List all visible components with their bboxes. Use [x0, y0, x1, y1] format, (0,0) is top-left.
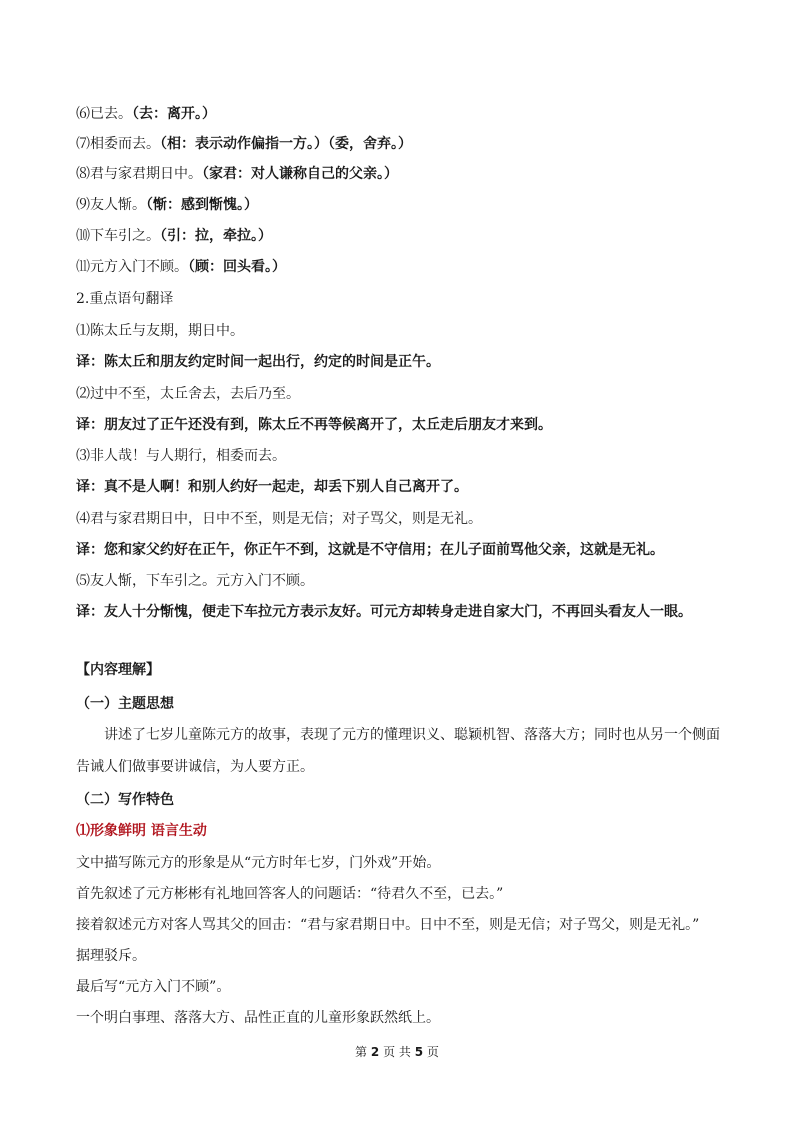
word-meaning: （相：表示动作偏指一方。）（委，舍弃。）: [160, 136, 412, 152]
sentence-translation: 译：陈太丘和朋友约定时间一起出行，约定的时间是正午。: [76, 354, 440, 370]
sentence-translation: 译：友人十分惭愧，便走下车拉元方表示友好。可元方却转身走进自家大门，不再回头看友人一眼。: [76, 604, 692, 620]
word-meaning: （惭：感到惭愧。）: [146, 197, 258, 213]
word-note-8: [76, 164, 726, 184]
word-source: ⑻君与家君期日中。: [76, 166, 202, 182]
word-meaning: （去：离开。）: [132, 106, 216, 122]
sentence-translation: 译：您和家父约好在正午，你正午不到，这就是不守信用；在儿子面前骂他父亲，这就是无礼。: [76, 542, 664, 558]
sentence-source: ⑸友人惭，下车引之。元方入门不顾。: [76, 573, 314, 589]
word-meaning: （顾：回头看。）: [188, 259, 286, 275]
theme-paragraph: 讲述了七岁儿童陈元方的故事，表现了元方的懂理识义、聪颖机智、落落大方；同时也从另一个侧面告诫人们做事要讲诚信，为人要方正。: [76, 727, 720, 775]
word-note-10: [76, 226, 726, 246]
word-note-9: [76, 195, 726, 215]
sentence-source: ⑶非人哉！与人期行，相委而去。: [76, 448, 286, 464]
word-note-6: [76, 104, 726, 124]
page-total: 5: [414, 1045, 424, 1059]
word-source: ⑾元方入门不顾。: [76, 259, 188, 275]
page-footer: 第 2 页 共 5 页: [355, 1045, 439, 1059]
page-number: 2: [370, 1045, 380, 1059]
feature-line: 最后写“元方入门不顾”。: [76, 979, 231, 995]
sentence-translation: 译：朋友过了正午还没有到，陈太丘不再等候离开了，太丘走后朋友才来到。: [76, 417, 552, 433]
sentence-source: ⑴陈太丘与友期，期日中。: [76, 323, 244, 339]
translation-heading: 2.重点语句翻译: [76, 291, 174, 307]
theme-heading: （一）主题思想: [76, 696, 174, 712]
word-source: ⑹已去。: [76, 106, 132, 122]
word-note-7: [76, 134, 726, 154]
feature-line: 文中描写陈元方的形象是从“元方时年七岁，门外戏”开始。: [76, 855, 441, 871]
feature-line: 一个明白事理、落落大方、品性正直的儿童形象跃然纸上。: [76, 1010, 440, 1026]
word-source: ⑺相委而去。: [76, 136, 160, 152]
writing-heading: （二）写作特色: [76, 792, 174, 808]
sentence-translation: 译：真不是人啊！和别人约好一起走，却丢下别人自己离开了。: [76, 479, 468, 495]
feature-title: ⑴形象鲜明 语言生动: [76, 823, 207, 839]
word-meaning: （家君：对人谦称自己的父亲。）: [202, 166, 398, 182]
word-note-11: [76, 257, 726, 277]
word-meaning: （引：拉，牵拉。）: [160, 228, 272, 244]
sentence-source: ⑵过中不至，太丘舍去，去后乃至。: [76, 386, 300, 402]
word-source: ⑽下车引之。: [76, 228, 160, 244]
feature-line: 接着叙述元方对客人骂其父的回击：“君与家君期日中。日中不至，则是无信；对子骂父，则是无礼。”: [76, 917, 700, 933]
understanding-heading: 【内容理解】: [76, 662, 160, 678]
word-source: ⑼友人惭。: [76, 197, 146, 213]
feature-line: 据理驳斥。: [76, 948, 146, 964]
sentence-source: ⑷君与家君期日中，日中不至，则是无信；对子骂父，则是无礼。: [76, 511, 482, 527]
feature-line: 首先叙述了元方彬彬有礼地回答客人的问题话：“待君久不至，已去。”: [76, 886, 504, 902]
